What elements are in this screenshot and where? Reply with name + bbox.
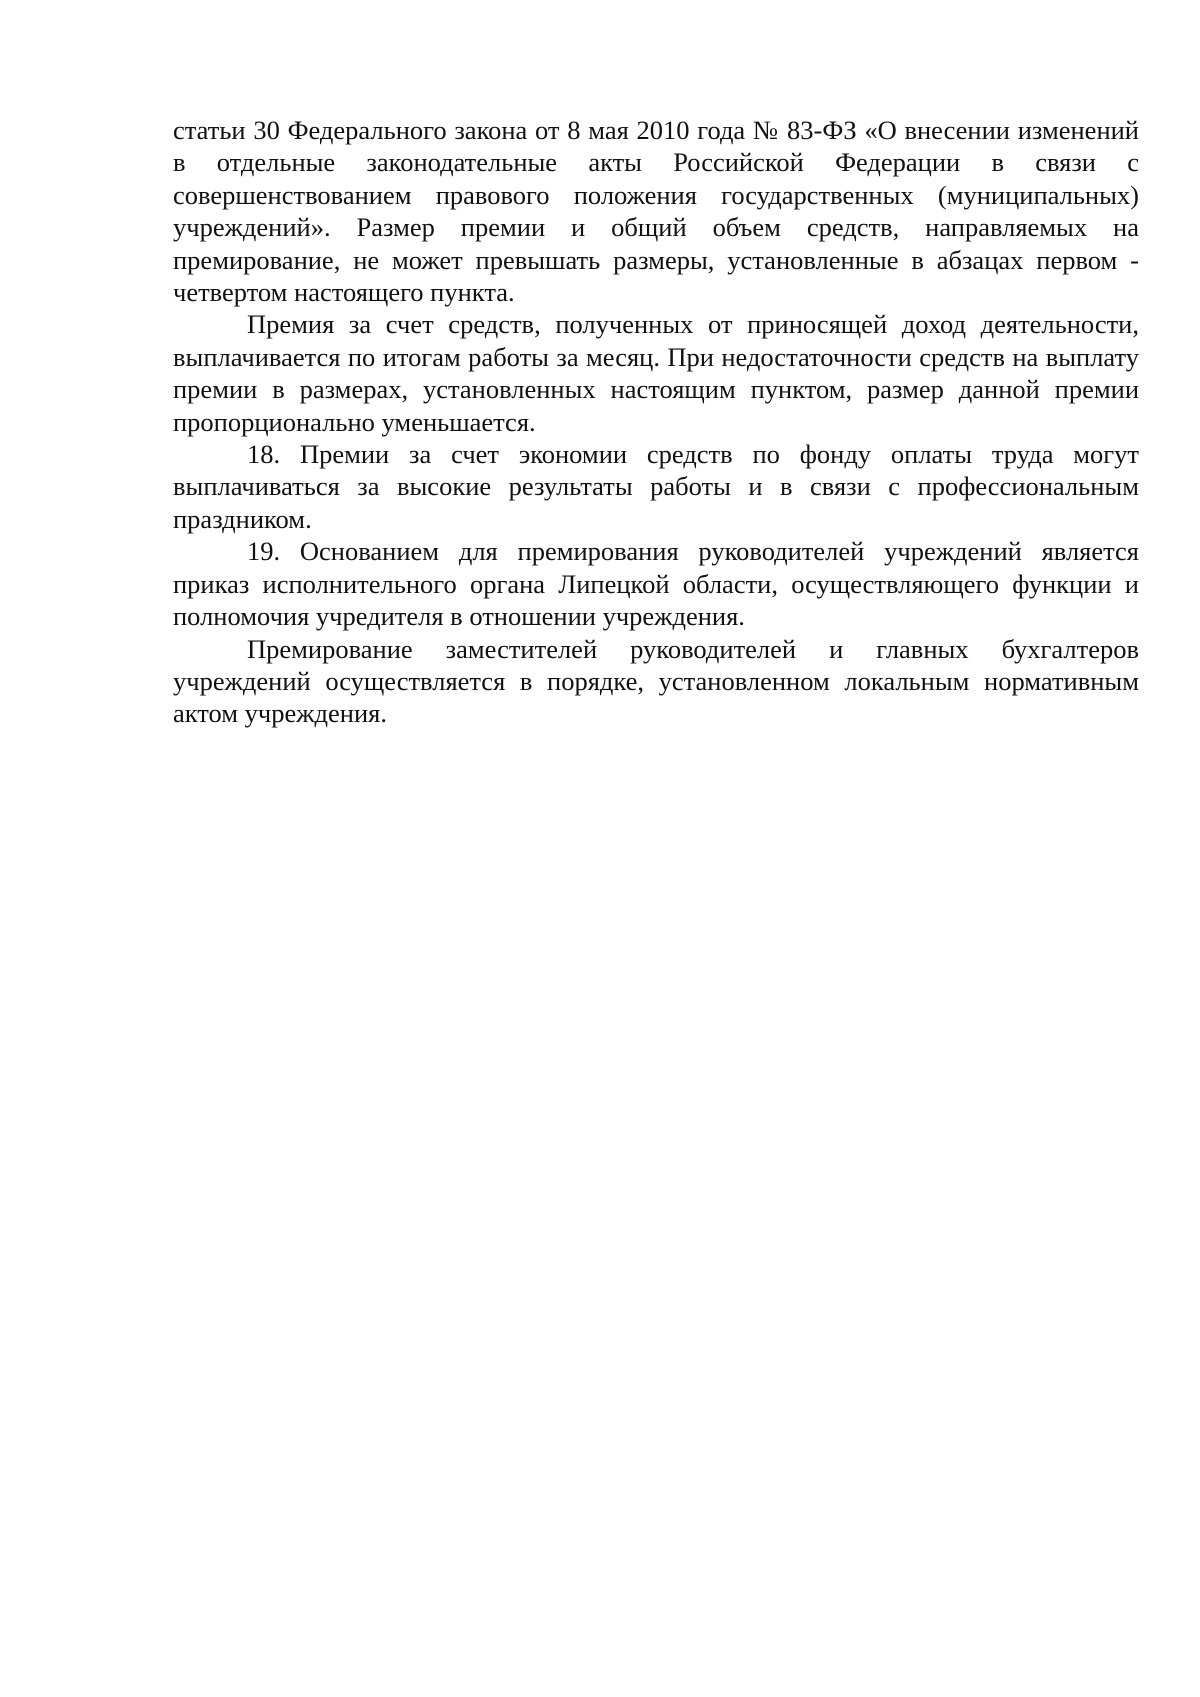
paragraph-deputies-bonus: Премирование заместителей руководителей и главных бухгалтеров учреждений осуществляется в порядке, установленном локальным нормативным актом учреждения. bbox=[173, 633, 1139, 729]
paragraph-item-18: 18. Премии за счет экономии средств по фонду оплаты труда могут выплачиваться за высокие результаты работы и в связи с профессиональным праздником. bbox=[173, 439, 1139, 534]
document-body bbox=[173, 114, 1139, 730]
paragraph-income-bonus: Премия за счет средств, полученных от приносящей доход деятельности, выплачивается по итогам работы за месяц. При недостаточности средств на выплату премии в размерах, установленных настоящим пунктом, размер данной премии пропорционально уменьшается. bbox=[173, 309, 1139, 437]
paragraph-item-19: 19. Основанием для премирования руководителей учреждений является приказ исполнительного органа Липецкой области, осуществляющего функции и полномочия учредителя в отношении учреждения. bbox=[173, 536, 1139, 632]
paragraph-continuation: статьи 30 Федерального закона от 8 мая 2010 года № 83-ФЗ «О внесении изменений в отдельные законодательные акты Российской Федерации в связи с совершенствованием правового положения государственных (муниципальных) учреждений». Размер премии и общий объем средств, направляемых на премирование, не может превышать размеры, установленные в абзацах первом - четвертом настоящего пункта. bbox=[173, 115, 1139, 308]
